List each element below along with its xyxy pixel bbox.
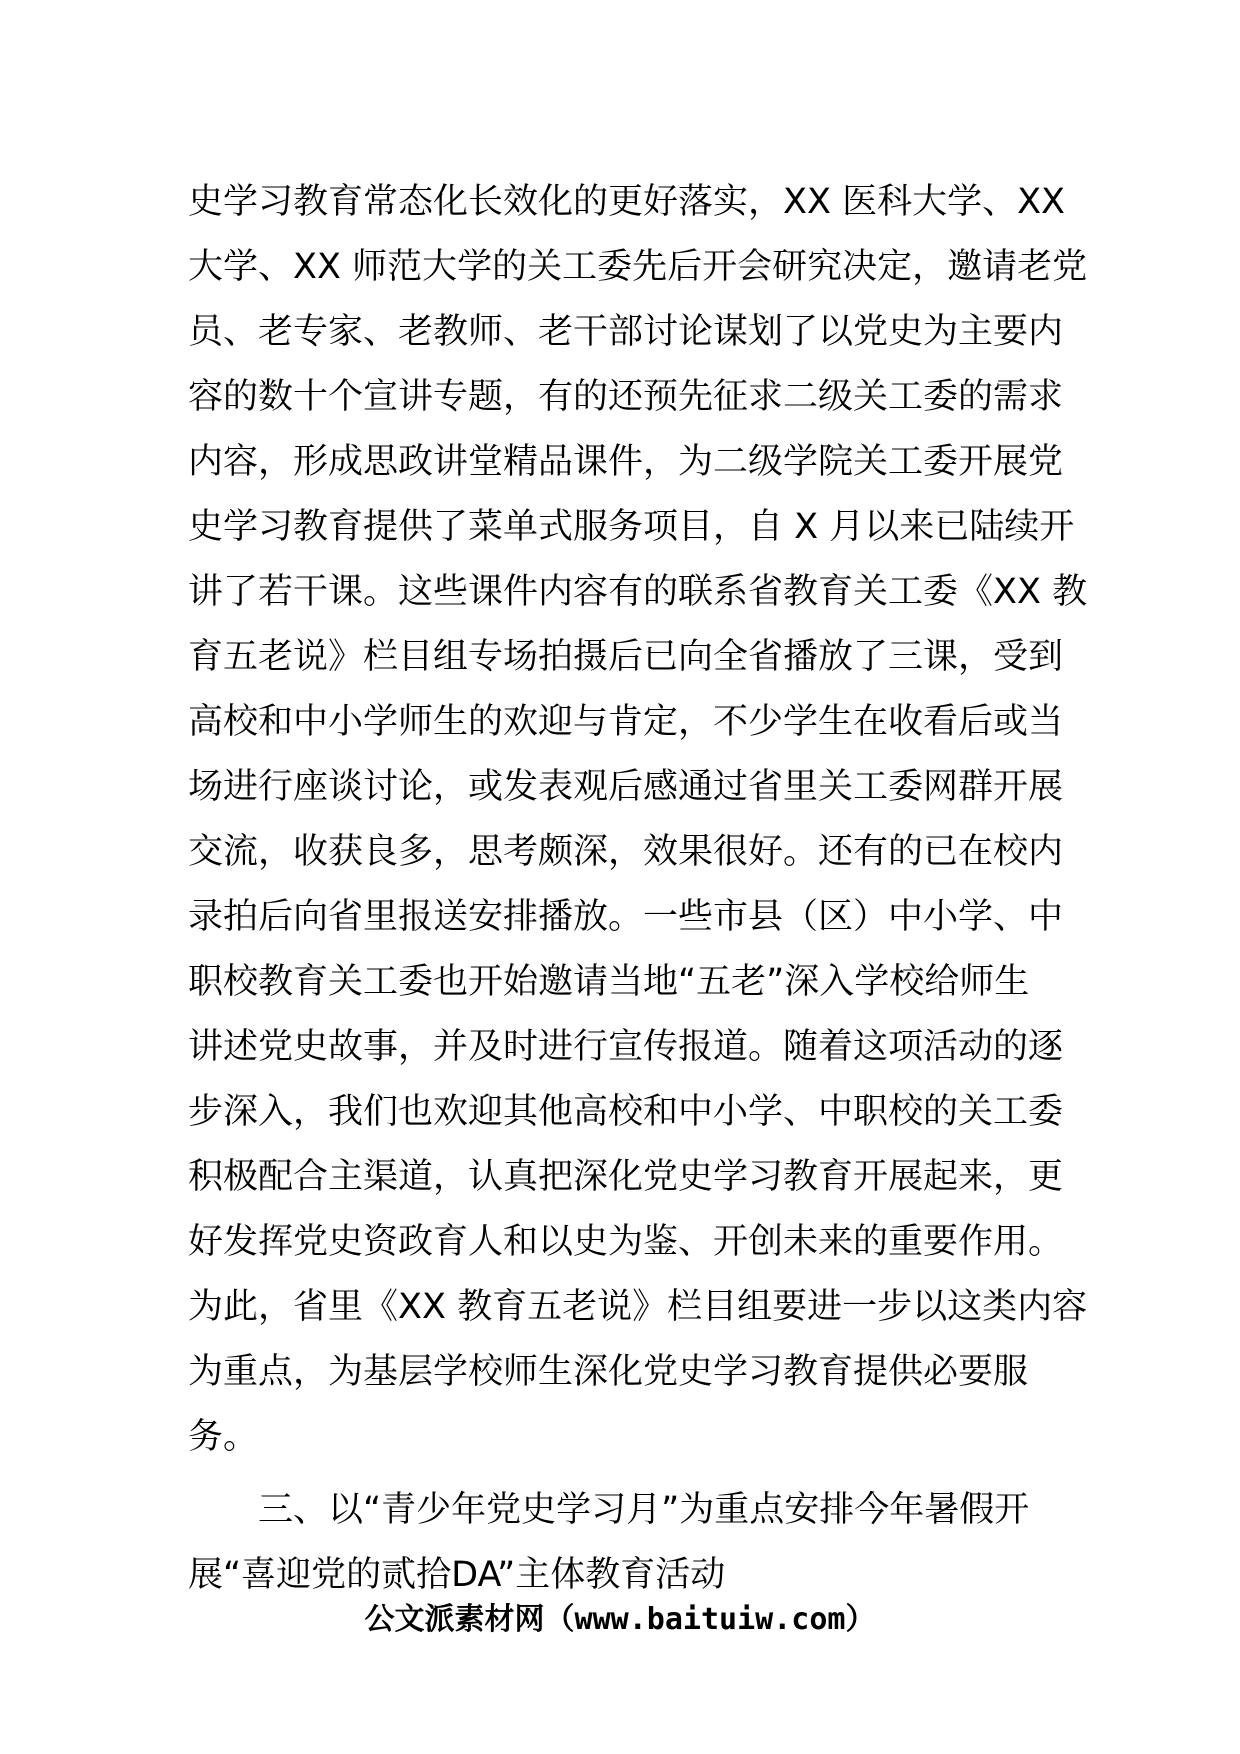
- paragraph-line: 讲了若干课。这些课件内容有的联系省教育关工委《XX 教: [188, 572, 1088, 612]
- paragraph-line: 史学习教育常态化长效化的更好落实，XX 医科大学、XX: [188, 182, 1066, 222]
- paragraph-spacer: [188, 1470, 1068, 1478]
- paragraph-line: 录拍后向省里报送安排播放。一些市县（区）中小学、中: [188, 897, 1064, 937]
- paragraph-line: 大学、XX 师范大学的关工委先后开会研究决定，邀请老党: [188, 247, 1088, 287]
- paragraph-line: 务。: [188, 1417, 259, 1457]
- paragraph-line: 讲述党史故事，并及时进行宣传报道。随着这项活动的逐: [188, 1027, 1064, 1067]
- section-heading-line: 三、以“青少年党史学习月”为重点安排今年暑假开: [188, 1490, 1030, 1530]
- paragraph-line: 场进行座谈讨论，或发表观后感通过省里关工委网群开展: [188, 767, 1064, 807]
- footer-watermark: 公文派素材网（www.baituiw.com）: [364, 1602, 876, 1637]
- paragraph-line: 史学习教育提供了菜单式服务项目，自 X 月以来已陆续开: [188, 507, 1075, 547]
- paragraph-line: 职校教育关工委也开始邀请当地“五老”深入学校给师生: [188, 962, 1030, 1002]
- paragraph-line: 为重点，为基层学校师生深化党史学习教育提供必要服: [188, 1352, 1029, 1392]
- paragraph-line: 内容，形成思政讲堂精品课件，为二级学院关工委开展党: [188, 442, 1064, 482]
- paragraph-line: 为此，省里《XX 教育五老说》栏目组要进一步以这类内容: [188, 1287, 1088, 1327]
- paragraph-line: 步深入，我们也欢迎其他高校和中小学、中职校的关工委: [188, 1092, 1064, 1132]
- paragraph-line: 高校和中小学师生的欢迎与肯定，不少学生在收看后或当: [188, 702, 1064, 742]
- paragraph-line: 容的数十个宣讲专题，有的还预先征求二级关工委的需求: [188, 377, 1064, 417]
- paragraph-line: 育五老说》栏目组专场拍摄后已向全省播放了三课，受到: [188, 637, 1064, 677]
- paragraph-line: 员、老专家、老教师、老干部讨论谋划了以党史为主要内: [188, 312, 1064, 352]
- paragraph-line: 积极配合主渠道，认真把深化党史学习教育开展起来，更: [188, 1157, 1064, 1197]
- paragraph-line: 交流，收获良多，思考颇深，效果很好。还有的已在校内: [188, 832, 1064, 872]
- paragraph-line: 好发挥党史资政育人和以史为鉴、开创未来的重要作用。: [188, 1222, 1064, 1262]
- document-body: [188, 170, 1088, 1608]
- section-heading-line: 展“喜迎党的贰拾DA”主体教育活动: [188, 1555, 726, 1595]
